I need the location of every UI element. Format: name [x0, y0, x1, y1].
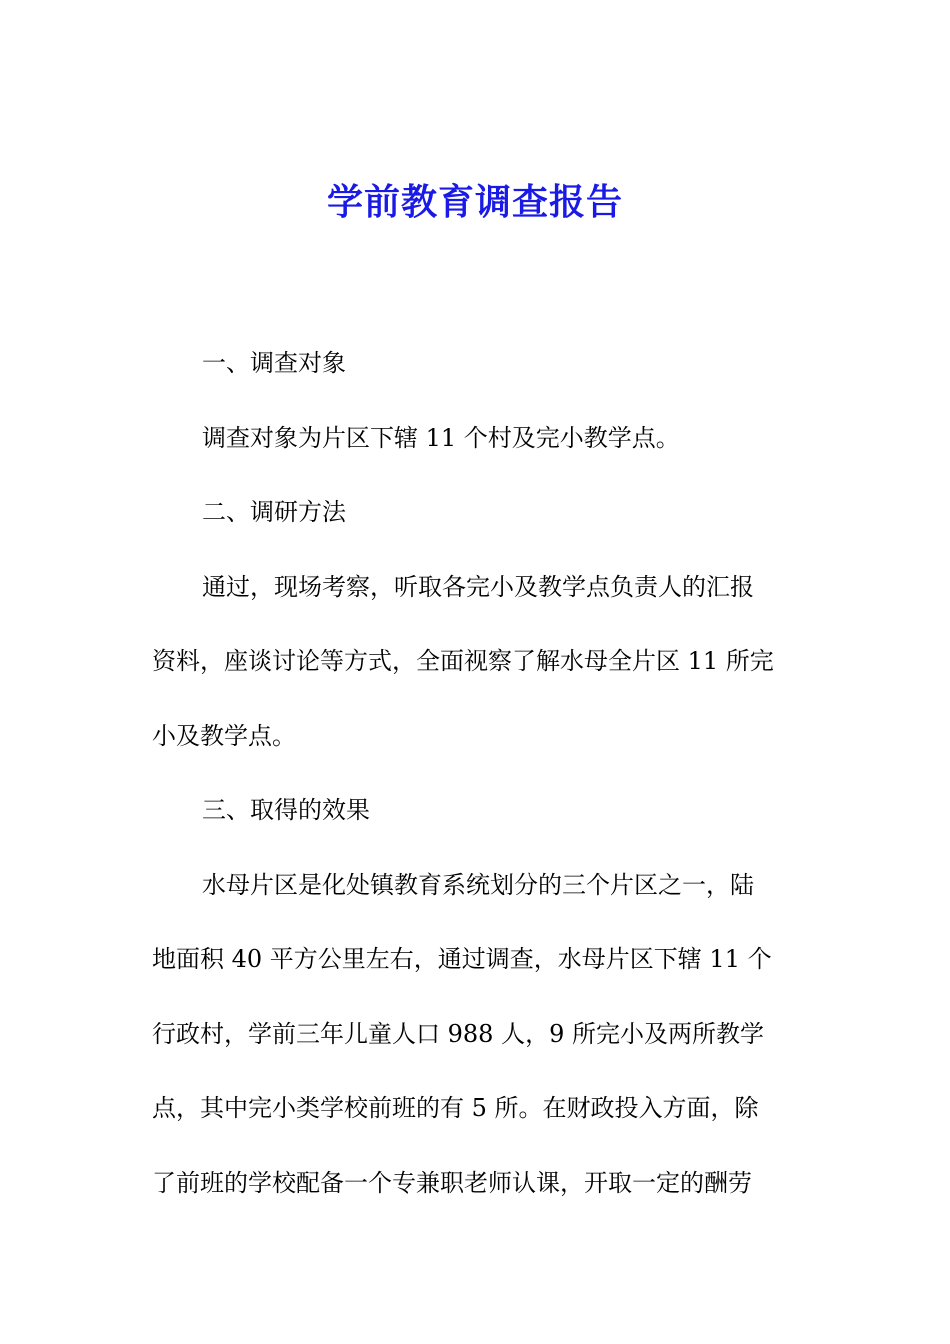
document-body: [152, 326, 802, 1220]
section-heading-survey-subject: 一、调查对象: [202, 349, 346, 377]
paragraph-line: 地面积 40 平方公里左右，通过调查，水母片区下辖 11 个: [152, 945, 772, 973]
paragraph-line: 了前班的学校配备一个专兼职老师认课，开取一定的酬劳: [152, 1168, 752, 1197]
section-heading-results: 三、取得的效果: [202, 796, 370, 824]
section-heading-research-method: 二、调研方法: [202, 498, 346, 526]
document-title: 学前教育调查报告: [326, 181, 623, 223]
paragraph-line: 调查对象为片区下辖 11 个村及完小教学点。: [202, 423, 680, 452]
paragraph-line: 资料，座谈讨论等方式，全面视察了解水母全片区 11 所完: [152, 647, 774, 675]
paragraph-line: 小及教学点。: [152, 721, 296, 750]
paragraph-line: 通过，现场考察，听取各完小及教学点负责人的汇报: [202, 572, 754, 601]
paragraph-line: 点，其中完小类学校前班的有 5 所。在财政投入方面，除: [152, 1094, 759, 1122]
paragraph-line: 水母片区是化处镇教育系统划分的三个片区之一，陆: [202, 870, 754, 899]
paragraph-line: 行政村，学前三年儿童人口 988 人，9 所完小及两所教学: [152, 1019, 764, 1048]
